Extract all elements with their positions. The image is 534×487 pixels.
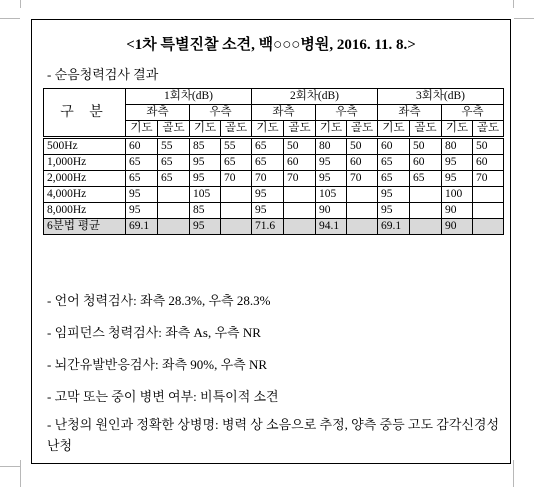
row-label: 500Hz	[44, 138, 126, 155]
table-row	[44, 187, 504, 203]
side-header: 우측	[442, 105, 504, 121]
table-cell: 95	[126, 203, 158, 219]
table-cell: 95	[316, 171, 347, 187]
table-cell	[473, 203, 504, 219]
table-cell	[473, 219, 504, 235]
table-cell: 95	[378, 187, 410, 203]
table-cell: 95	[126, 187, 158, 203]
conduction-header: 골도	[473, 121, 504, 138]
row-label: 2,000Hz	[44, 171, 126, 187]
table-cell: 70	[252, 171, 284, 187]
side-header: 좌측	[126, 105, 190, 121]
table-cell: 71.6	[252, 219, 284, 235]
table-cell	[410, 219, 442, 235]
table-cell: 60	[284, 155, 316, 171]
table-row	[44, 155, 504, 171]
table-cell: 95	[316, 155, 347, 171]
conduction-header: 기도	[126, 121, 158, 138]
table-cell: 95	[252, 203, 284, 219]
table-cell: 100	[442, 187, 473, 203]
table-cell	[347, 203, 378, 219]
table-cell: 95	[190, 171, 221, 187]
conduction-header: 기도	[316, 121, 347, 138]
conduction-header: 골도	[410, 121, 442, 138]
table-cell: 65	[378, 171, 410, 187]
table-cell	[158, 219, 190, 235]
crop-mark	[513, 0, 514, 8]
document-title: <1차 특별진찰 소견, 백○○○병원, 2016. 11. 8.>	[126, 37, 416, 53]
table-cell	[221, 187, 252, 203]
audiometry-table	[43, 88, 504, 235]
group-header: 3회차(dB)	[378, 89, 504, 105]
table-cell: 50	[473, 138, 504, 155]
table-cell: 69.1	[126, 219, 158, 235]
table-cell: 50	[410, 138, 442, 155]
table-cell: 65	[410, 171, 442, 187]
table-cell: 70	[473, 171, 504, 187]
table-cell	[473, 187, 504, 203]
table-cell: 65	[126, 171, 158, 187]
table-cell	[284, 219, 316, 235]
table-cell	[158, 203, 190, 219]
bullet-diagnosis: - 난청의 원인과 정확한 상병명: 병력 상 소음으로 추정, 양측 중등 고도 감각신경성 난청	[47, 417, 500, 453]
table-cell: 95	[252, 187, 284, 203]
bullet-impedance: - 임피던스 청력검사: 좌측 As, 우측 NR	[47, 325, 261, 340]
table-cell	[347, 219, 378, 235]
bullet-abr: - 뇌간유발반응검사: 좌측 90%, 우측 NR	[47, 357, 268, 372]
table-cell: 70	[347, 171, 378, 187]
table-cell: 85	[190, 138, 221, 155]
table-cell: 69.1	[378, 219, 410, 235]
label-header: 구 분	[44, 89, 126, 138]
conduction-header: 골도	[284, 121, 316, 138]
table-cell: 70	[221, 171, 252, 187]
crop-mark	[514, 18, 534, 19]
crop-mark	[0, 18, 20, 19]
table-cell: 90	[316, 203, 347, 219]
table-row	[44, 138, 504, 155]
average-row	[44, 219, 504, 235]
table-cell: 55	[221, 138, 252, 155]
table-cell: 65	[158, 155, 190, 171]
table-cell: 65	[158, 171, 190, 187]
table-cell: 65	[221, 155, 252, 171]
table-cell: 60	[126, 138, 158, 155]
crop-mark	[0, 466, 20, 467]
table-cell	[221, 203, 252, 219]
table-cell: 95	[190, 219, 221, 235]
conduction-header: 골도	[221, 121, 252, 138]
table-cell	[284, 187, 316, 203]
table-cell: 60	[347, 155, 378, 171]
table-cell: 50	[284, 138, 316, 155]
table-cell: 60	[378, 138, 410, 155]
row-label: 4,000Hz	[44, 187, 126, 203]
table-cell: 80	[442, 138, 473, 155]
table-cell: 65	[252, 155, 284, 171]
header-row-groups	[44, 89, 504, 105]
table-cell	[158, 187, 190, 203]
side-header: 좌측	[252, 105, 316, 121]
table-cell	[221, 219, 252, 235]
group-header: 2회차(dB)	[252, 89, 378, 105]
crop-mark	[513, 460, 514, 487]
conduction-header: 기도	[378, 121, 410, 138]
table-cell	[284, 203, 316, 219]
table-cell: 60	[410, 155, 442, 171]
bullet-tympanic: - 고막 또는 중이 병변 여부: 비특이적 소견	[47, 389, 279, 404]
row-label: 6분법 평균	[44, 219, 126, 235]
row-label: 8,000Hz	[44, 203, 126, 219]
table-cell: 70	[284, 171, 316, 187]
side-header: 우측	[316, 105, 378, 121]
table-cell: 95	[378, 203, 410, 219]
conduction-header: 기도	[252, 121, 284, 138]
document-box	[31, 19, 511, 464]
conduction-header: 골도	[347, 121, 378, 138]
conduction-header: 골도	[158, 121, 190, 138]
table-row	[44, 171, 504, 187]
table-cell: 94.1	[316, 219, 347, 235]
side-header: 우측	[190, 105, 252, 121]
table-cell: 65	[378, 155, 410, 171]
table-cell: 95	[190, 155, 221, 171]
table-cell	[410, 203, 442, 219]
crop-mark	[20, 0, 21, 8]
table-cell	[347, 187, 378, 203]
table-cell: 85	[190, 203, 221, 219]
table-cell: 90	[442, 203, 473, 219]
row-label: 1,000Hz	[44, 155, 126, 171]
table-cell: 60	[473, 155, 504, 171]
table-cell: 105	[316, 187, 347, 203]
table-cell: 55	[158, 138, 190, 155]
group-header: 1회차(dB)	[126, 89, 252, 105]
bullet-speech-audiometry: - 언어 청력검사: 좌측 28.3%, 우측 28.3%	[47, 293, 271, 308]
table-cell: 65	[126, 155, 158, 171]
conduction-header: 기도	[190, 121, 221, 138]
crop-mark	[20, 460, 21, 487]
table-cell: 95	[442, 155, 473, 171]
section-subheading: - 순음청력검사 결과	[47, 67, 159, 82]
table-cell: 65	[252, 138, 284, 155]
table-cell	[410, 187, 442, 203]
table-cell: 95	[442, 171, 473, 187]
table-row	[44, 203, 504, 219]
table-cell: 105	[190, 187, 221, 203]
table-cell: 50	[347, 138, 378, 155]
table-cell: 90	[442, 219, 473, 235]
table-cell: 80	[316, 138, 347, 155]
conduction-header: 기도	[442, 121, 473, 138]
side-header: 좌측	[378, 105, 442, 121]
